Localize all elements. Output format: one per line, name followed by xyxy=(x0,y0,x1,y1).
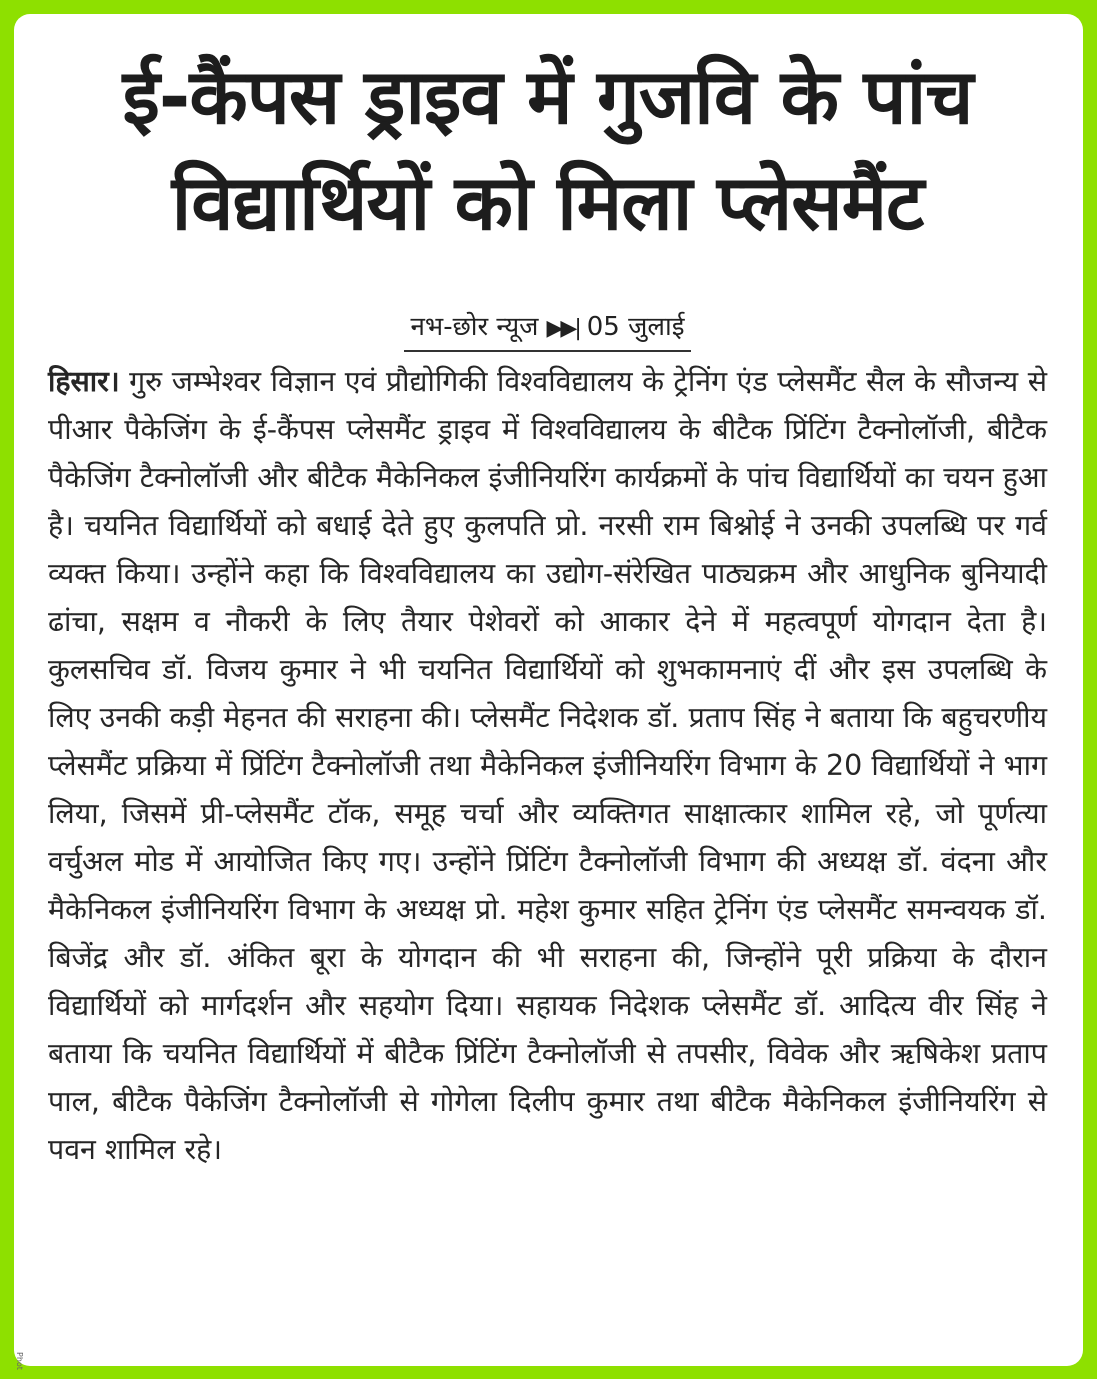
byline-underline xyxy=(404,308,690,352)
article-text: गुरु जम्भेश्वर विज्ञान एवं प्रौद्योगिकी विश्वविद्यालय के ट्रेनिंग एंड प्लेसमैंट सैल के सौजन्य से पीआर पैकेजिंग के ई-कैंपस प्लेसमैंट ड्राइव में विश्वविद्यालय के बीटैक प्रिंटिंग टैक्नोलॉजी, बीटैक पैकेजिंग टैक्नोलॉजी और बीटैक मैकेनिकल इंजीनियरिंग कार्यक्रमों के पांच विद्यार्थियों का चयन हुआ है। चयनित विद्यार्थियों को बधाई देते हुए कुलपति प्रो. नरसी राम बिश्नोई ने उनकी उपलब्धि पर गर्व व्यक्त किया। उन्होंने कहा कि विश्वविद्यालय का उद्योग-संरेखित पाठ्यक्रम और आधुनिक बुनियादी ढांचा, सक्षम व नौकरी के लिए तैयार पेशेवरों को आकार देने में महत्वपूर्ण योगदान देता है। कुलसचिव डॉ. विजय कुमार ने भी चयनित विद्यार्थियों को शुभकामनाएं दीं और इस उपलब्धि के लिए उनकी कड़ी मेहनत की सराहना की। प्लेसमैंट निदेशक डॉ. प्रताप सिंह ने बताया कि बहुचरणीय प्लेसमैंट प्रक्रिया में प्रिंटिंग टैक्नोलॉजी तथा मैकेनिकल इंजीनियरिंग विभाग के 20 विद्यार्थियों ने भाग लिया, जिसमें प्री-प्लेसमैंट टॉक, समूह चर्चा और व्यक्तिगत साक्षात्कार शामिल रहे, जो पूर्णत्या वर्चुअल मोड में आयोजित किए गए। उन्होंने प्रिंटिंग टैक्नोलॉजी विभाग की अध्यक्ष डॉ. वंदना और मैकेनिकल इंजीनियरिंग विभाग के अध्यक्ष प्रो. महेश कुमार सहित ट्रेनिंग एंड प्लेसमैंट समन्वयक डॉ. बिजेंद्र और डॉ. अंकित बूरा के योगदान की भी सराहना की, जिन्होंने पूरी प्रक्रिया के दौरान विद्यार्थियों को मार्गदर्शन और सहयोग दिया। सहायक निदेशक प्लेसमैंट डॉ. आदित्य वीर सिंह ने बताया कि चयनित विद्यार्थियों में बीटैक प्रिंटिंग टैक्नोलॉजी से तपसीर, विवेक और ऋषिकेश प्रताप पाल, बीटैक पैकेजिंग टैक्नोलॉजी से गोगेला दिलीप कुमार तथा बीटैक मैकेनिकल इंजीनियरिंग से पवन शामिल रहे। xyxy=(48,365,1047,1166)
byline xyxy=(48,308,1047,352)
fast-forward-icon: ▶▶| xyxy=(546,316,579,341)
article-body xyxy=(48,358,1047,1174)
headline-line-1: ई-कैंपस ड्राइव में गुजवि के पांच xyxy=(122,52,973,141)
headline xyxy=(48,44,1047,256)
news-clipping-card xyxy=(14,14,1083,1366)
byline-source: नभ-छोर न्यूज xyxy=(410,312,539,342)
dateline-place: हिसार। xyxy=(48,365,120,398)
headline-line-2: विद्यार्थियों को मिला प्लेसमैंट xyxy=(171,158,924,247)
side-photo-credit: Phot xyxy=(15,1352,24,1370)
byline-date: 05 जुलाई xyxy=(586,312,685,342)
